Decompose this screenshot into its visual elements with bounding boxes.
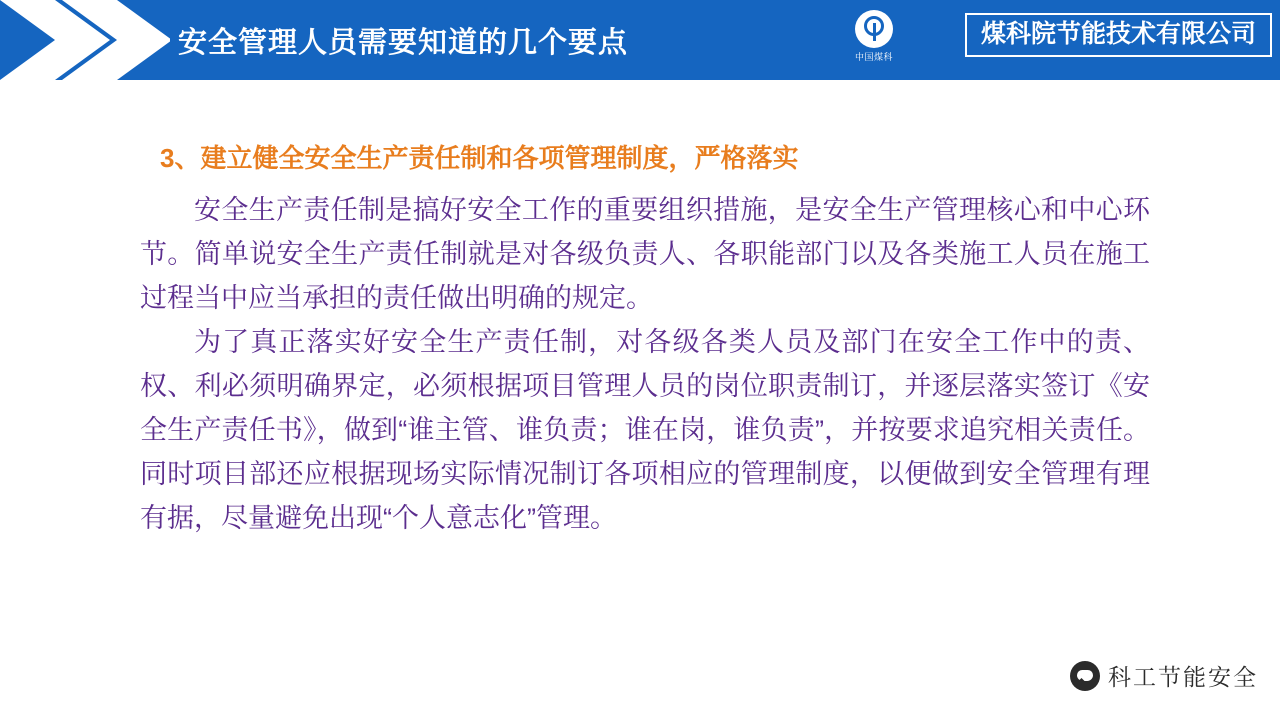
- watermark-label: 科工节能安全: [1108, 664, 1258, 690]
- slide-header: [0, 0, 1280, 80]
- logo-label: 中国煤科: [854, 52, 893, 62]
- china-coal-logo-icon: [855, 10, 893, 48]
- paragraph-1: 安全生产责任制是搞好安全工作的重要组织措施，是安全生产管理核心和中心环节。简单说安全生产责任制就是对各级负责人、各职能部门以及各类施工人员在施工过程当中应当承担的责任做出明确的规定。: [140, 195, 1150, 313]
- paragraph-2: 为了真正落实好安全生产责任制，对各级各类人员及部门在安全工作中的责、权、利必须明确界定，必须根据项目管理人员的岗位职责制订，并逐层落实签订《安全生产责任书》，做到“谁主管、谁负责；谁在岗，谁负责”，并按要求追究相关责任。同时项目部还应根据现场实际情况制订各项相应的管理制度，以便做到安全管理有理有据，尽量避免出现“个人意志化”管理。: [140, 327, 1150, 533]
- watermark: [1070, 659, 1258, 692]
- wechat-account-icon: [1070, 661, 1100, 691]
- header-arrow-decoration: [0, 0, 170, 80]
- section-heading: 3、建立健全安全生产责任制和各项管理制度，严格落实: [160, 143, 799, 173]
- china-coal-logo: [843, 10, 905, 70]
- body-text: [140, 188, 1150, 540]
- page-title: 安全管理人员需要知道的几个要点: [178, 27, 629, 59]
- company-name-box: 煤科院节能技术有限公司: [965, 13, 1272, 57]
- slide-content: [0, 80, 1280, 720]
